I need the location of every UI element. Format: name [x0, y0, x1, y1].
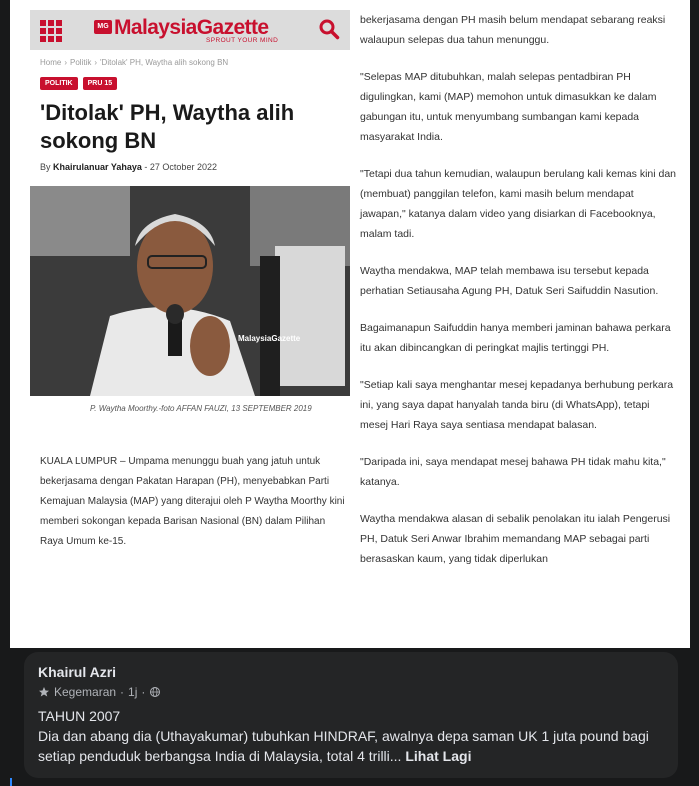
- site-logo-badge: MG: [94, 20, 112, 34]
- photo-illustration: [30, 186, 350, 396]
- comment-time[interactable]: 1j: [128, 685, 138, 699]
- article-paragraph: Bagaimanapun Saifuddin hanya memberi jaminan bahawa perkara itu akan dibincangkan di peringkat majlis tertinggi PH.: [360, 322, 671, 354]
- breadcrumb: [40, 58, 228, 67]
- article-paragraph: "Selepas MAP ditubuhkan, malah selepas pentadbiran PH digulingkan, kami (MAP) memohon untuk dimasukkan ke dalam gabungan itu, untuk menyumbang sumbangan kami kepada masyarakat India.: [360, 71, 657, 143]
- article-paragraph: "Daripada ini, saya mendapat mesej bahawa PH tidak mahu kita," katanya.: [360, 456, 666, 488]
- site-logo: [94, 16, 294, 46]
- comment-text: [38, 706, 668, 766]
- byline-date: - 27 October 2022: [144, 162, 217, 172]
- breadcrumb-separator: ›: [94, 58, 98, 67]
- article-headline: 'Ditolak' PH, Waytha alih sokong BN: [40, 100, 295, 153]
- grid-menu-icon: [40, 20, 62, 42]
- article-paragraph: Waytha mendakwa, MAP telah membawa isu tersebut kepada perhatian Setiausaha Agung PH, Datuk Seri Saifuddin Nasution.: [360, 265, 659, 297]
- post-image[interactable]: [10, 0, 690, 648]
- comment-author[interactable]: Khairul Azri: [38, 664, 117, 680]
- breadcrumb-separator: ›: [64, 58, 68, 67]
- breadcrumb-home: Home: [40, 58, 62, 67]
- article-photo: [30, 186, 350, 396]
- article-paragraph: "Tetapi dua tahun kemudian, walaupun berulang kali kemas kini dan (membuat) panggilan telefon, kami masih belum mendapat jawapan," katanya dalam video yang disiarkan di Facebooknya, malam tadi.: [360, 168, 677, 240]
- article-left-column: [30, 0, 352, 648]
- photo-caption: P. Waytha Moorthy.-foto AFFAN FAUZI, 13 SEPTEMBER 2019: [90, 404, 312, 413]
- comment: [24, 652, 678, 778]
- see-more-link[interactable]: Lihat Lagi: [405, 748, 472, 764]
- meta-separator: ·: [120, 685, 125, 699]
- article-paragraph: Waytha mendakwa alasan di sebalik penolakan itu ialah Pengerusi PH, Datuk Seri Anwar Ibrahim memandang MAP sebagai parti berasaskan kaum, yang tidak diperlukan: [360, 513, 671, 565]
- breadcrumb-current: 'Ditolak' PH, Waytha alih sokong BN: [100, 58, 229, 67]
- comment-meta: [38, 685, 161, 699]
- comment-badge: Kegemaran: [54, 685, 117, 699]
- site-tagline: SPROUT YOUR MIND: [206, 37, 279, 44]
- photo-watermark: MalaysiaGazette: [238, 334, 301, 343]
- tag-politik: POLITIK: [40, 77, 78, 90]
- tag-pru15: PRU 15: [83, 77, 118, 90]
- meta-separator: ·: [141, 685, 146, 699]
- comment-body: TAHUN 2007 Dia dan abang dia (Uthayakumar) tubuhkan HINDRAF, awalnya depa saman UK 1 juta pound bagi setiap penduduk berbangsa India di Malaysia, total 4 trilli...: [38, 708, 649, 764]
- article-tags: [40, 77, 117, 90]
- article-paragraph: bekerjasama dengan PH masih belum mendapat sebarang reaksi walaupun selepas dua tahun menunggu.: [360, 14, 666, 46]
- byline-prefix: By: [40, 162, 51, 172]
- article-byline: [40, 162, 217, 172]
- edge-indicator: [10, 778, 12, 786]
- site-header: [30, 10, 350, 50]
- breadcrumb-category: Politik: [70, 58, 92, 67]
- article-right-column: [360, 10, 680, 586]
- site-name: MalaysiaGazette: [114, 16, 269, 39]
- article-intro: KUALA LUMPUR – Umpama menunggu buah yang jatuh untuk bekerjasama dengan Pakatan Harapan (PH), menyebabkan Parti Kemajuan Malaysia (MAP) yang diterajui oleh P Waytha Moorthy kini memberi sokongan kepada Barisan Nasional (BN) dalam Pilihan Raya Umum ke-15.: [40, 456, 345, 547]
- search-icon: [318, 18, 340, 40]
- star-icon: [38, 686, 50, 698]
- globe-icon[interactable]: [149, 686, 161, 698]
- article-paragraph: "Setiap kali saya menghantar mesej kepadanya berhubung perkara ini, yang saya dapat hanyalah tanda biru (di WhatsApp), tetapi mesej Hari Raya saya sentiasa mendapat balasan.: [360, 379, 674, 431]
- byline-author: Khairulanuar Yahaya: [53, 162, 142, 172]
